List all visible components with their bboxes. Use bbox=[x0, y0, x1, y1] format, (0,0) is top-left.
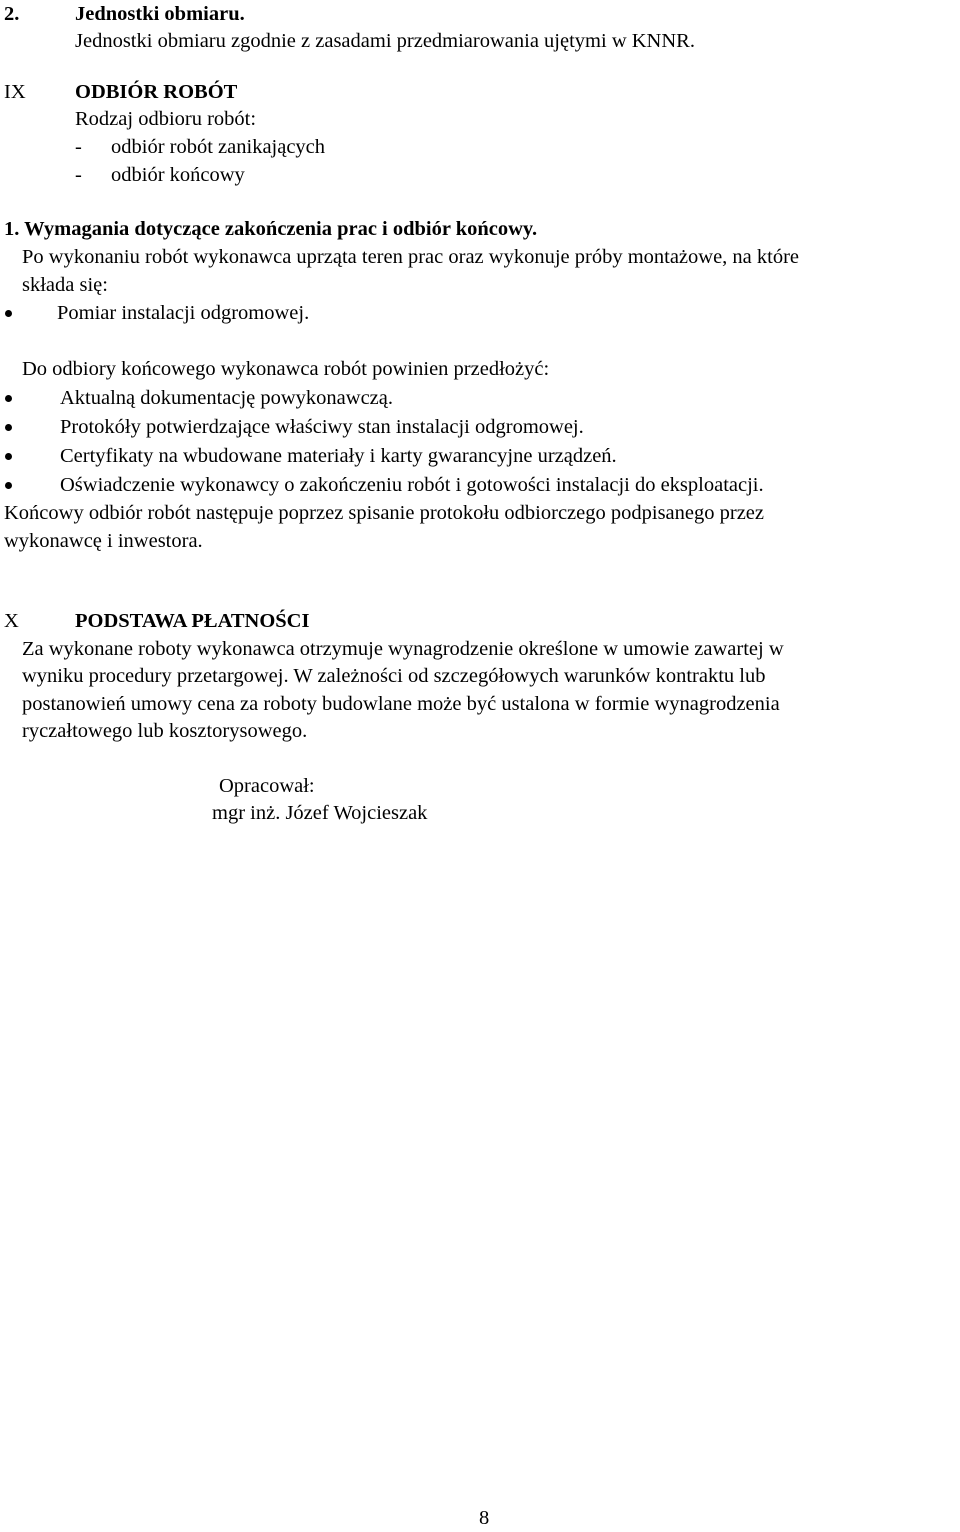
bullet-icon bbox=[5, 310, 12, 317]
signature-name: mgr inż. Józef Wojcieszak bbox=[212, 802, 428, 824]
paragraph-line: wyniku procedury przetargowej. W zależności od szczegółowych warunków kontraktu lub bbox=[22, 665, 766, 687]
section-number: X bbox=[4, 610, 19, 632]
intro-text: Rodzaj odbioru robót: bbox=[75, 108, 257, 130]
section-heading: Jednostki obmiaru. bbox=[75, 3, 245, 25]
dash-item: odbiór robót zanikających bbox=[111, 136, 326, 158]
dash-item: odbiór końcowy bbox=[111, 164, 245, 186]
bullet-icon bbox=[5, 395, 12, 402]
paragraph-line: Po wykonaniu robót wykonawca uprząta teren prac oraz wykonuje próby montażowe, na które bbox=[22, 246, 800, 268]
paragraph-line: wykonawcę i inwestora. bbox=[4, 530, 203, 552]
paragraph-line: Za wykonane roboty wykonawca otrzymuje wynagrodzenie określone w umowie zawartej w bbox=[22, 638, 784, 660]
paragraph-line: składa się: bbox=[22, 274, 108, 296]
list-item: Aktualną dokumentację powykonawczą. bbox=[60, 387, 394, 409]
section-number: IX bbox=[4, 81, 26, 103]
section-heading: ODBIÓR ROBÓT bbox=[75, 81, 238, 103]
list-item: Pomiar instalacji odgromowej. bbox=[57, 302, 310, 324]
page-number: 8 bbox=[479, 1507, 490, 1529]
section-heading: PODSTAWA PŁATNOŚCI bbox=[75, 610, 310, 632]
paragraph-line: ryczałtowego lub kosztorysowego. bbox=[22, 720, 308, 742]
bullet-icon bbox=[5, 424, 12, 431]
dash-marker: - bbox=[75, 164, 82, 186]
list-item: Oświadczenie wykonawcy o zakończeniu robót i gotowości instalacji do eksploatacji. bbox=[60, 474, 764, 496]
list-item: Protokóły potwierdzające właściwy stan instalacji odgromowej. bbox=[60, 416, 584, 438]
bullet-icon bbox=[5, 482, 12, 489]
paragraph-line: Końcowy odbiór robót następuje poprzez spisanie protokołu odbiorczego podpisanego przez bbox=[4, 502, 764, 524]
signature-label: Opracował: bbox=[219, 775, 315, 797]
paragraph-line: postanowień umowy cena za roboty budowlane może być ustalona w formie wynagrodzenia bbox=[22, 693, 780, 715]
section-text: Jednostki obmiaru zgodnie z zasadami przedmiarowania ujętymi w KNNR. bbox=[75, 30, 695, 52]
bullet-icon bbox=[5, 453, 12, 460]
dash-marker: - bbox=[75, 136, 82, 158]
sub-heading: 1. Wymagania dotyczące zakończenia prac i odbiór końcowy. bbox=[4, 218, 538, 240]
section-number: 2. bbox=[4, 3, 20, 25]
paragraph-line: Do odbiory końcowego wykonawca robót powinien przedłożyć: bbox=[22, 358, 550, 380]
list-item: Certyfikaty na wbudowane materiały i karty gwarancyjne urządzeń. bbox=[60, 445, 617, 467]
